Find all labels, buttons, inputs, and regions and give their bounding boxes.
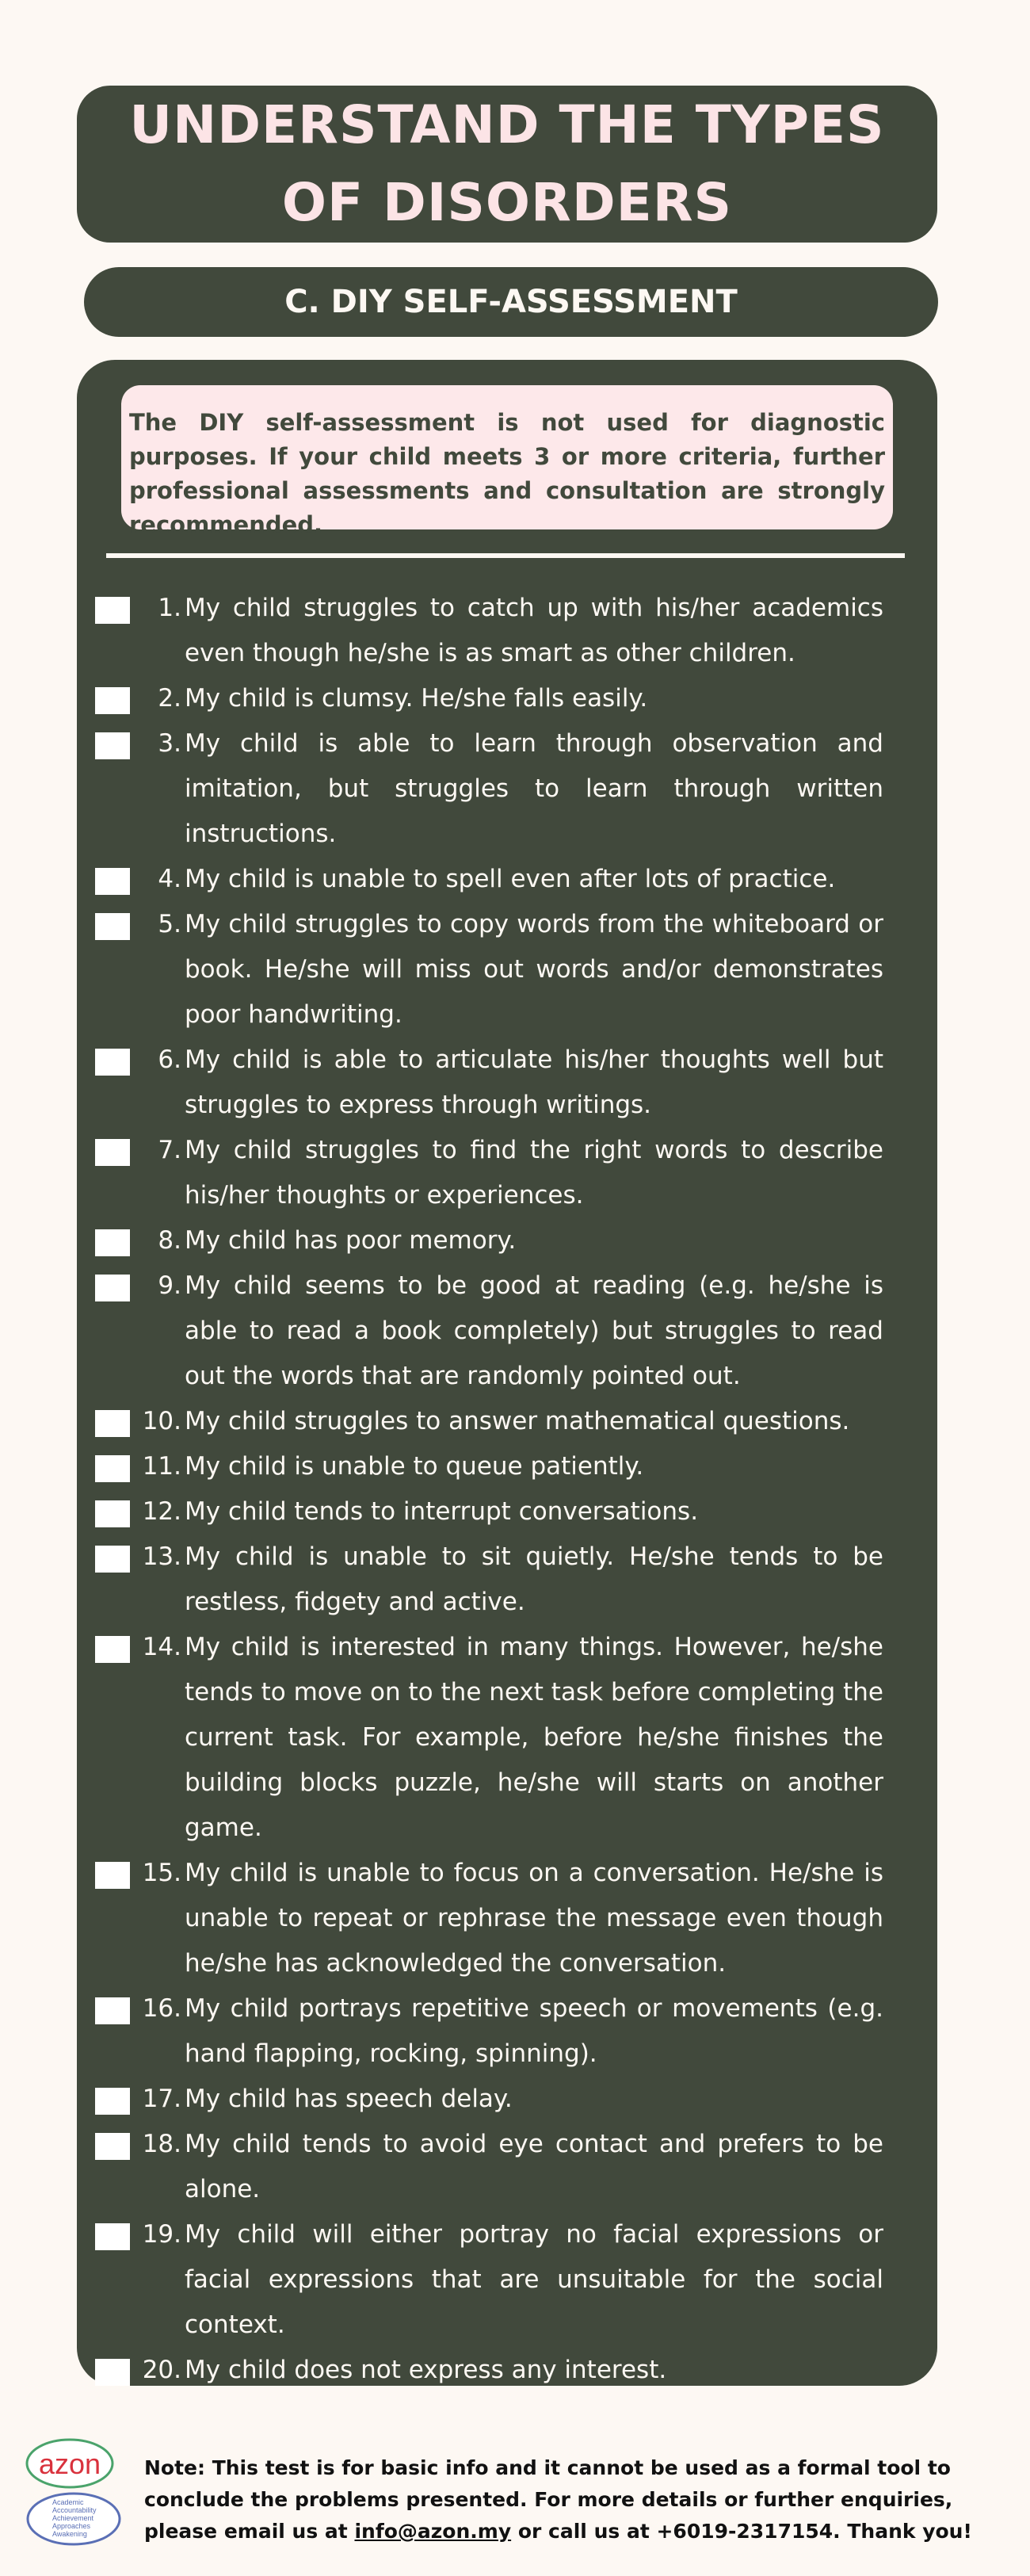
checklist-item (77, 2348, 937, 2393)
logo-tagline-word: Academic (52, 2498, 84, 2506)
checklist-item (77, 1263, 937, 1399)
item-text: My child is unable to queue patiently. (185, 1452, 644, 1481)
item-number: 13. (142, 1542, 181, 1571)
item-text: My child is clumsy. He/she falls easily. (185, 684, 648, 713)
item-text: My child is unable to sit quietly. He/she tends to be restless, fidgety and active. (185, 1542, 883, 1616)
item-number: 15. (142, 1859, 181, 1887)
note-text-1: Note: This test is for basic info and it cannot be used as a formal tool to conclude the problems presented. For more details or further enquiries, please email us at (144, 2456, 953, 2543)
checkbox[interactable] (95, 1455, 130, 1482)
checklist-item (77, 1535, 937, 1625)
checklist-item (77, 1218, 937, 1263)
item-number: 17. (142, 2085, 181, 2113)
checklist-item (77, 2077, 937, 2122)
item-text: My child tends to interrupt conversations. (185, 1497, 699, 1526)
item-number: 14. (142, 1633, 181, 1661)
checkbox[interactable] (95, 913, 130, 940)
checkbox[interactable] (95, 687, 130, 714)
item-number: 3. (158, 729, 181, 758)
item-number: 16. (142, 1994, 181, 2023)
checkbox[interactable] (95, 2088, 130, 2115)
logo-tagline-word: Achievement (52, 2514, 94, 2522)
item-number: 5. (158, 910, 181, 938)
assessment-panel (77, 360, 937, 2386)
item-number: 19. (142, 2220, 181, 2249)
item-text: My child is able to learn through observation and imitation, but struggles to learn through written instructions. (185, 729, 883, 848)
title-line-2: OF DISORDERS (281, 172, 733, 233)
page-title (77, 86, 937, 243)
item-text: My child is unable to spell even after lots of practice. (185, 865, 836, 893)
item-text: My child is able to articulate his/her thoughts well but struggles to express through writings. (185, 1045, 883, 1119)
checklist-item (77, 902, 937, 1038)
section-title: C. DIY SELF-ASSESSMENT (284, 284, 738, 320)
logo-tagline-word: Accountability (52, 2506, 97, 2514)
item-text: My child struggles to catch up with his/her academics even though he/she is as smart as other children. (185, 594, 883, 667)
item-text: My child struggles to find the right words to describe his/her thoughts or experiences. (185, 1136, 883, 1210)
item-number: 7. (158, 1136, 181, 1164)
checklist-item (77, 1489, 937, 1535)
checklist-item (77, 1399, 937, 1444)
item-text: My child tends to avoid eye contact and prefers to be alone. (185, 2130, 883, 2203)
item-text: My child has poor memory. (185, 1226, 517, 1255)
checkbox[interactable] (95, 1139, 130, 1166)
checkbox[interactable] (95, 1636, 130, 1663)
item-number: 6. (158, 1045, 181, 1074)
checklist-item (77, 1038, 937, 1128)
checkbox[interactable] (95, 2359, 130, 2386)
item-number: 9. (158, 1271, 181, 1300)
checklist-item (77, 1625, 937, 1851)
logo-tagline-word: Awakening (52, 2530, 87, 2538)
item-text: My child seems to be good at reading (e.g. he/she is able to read a book completely) but struggles to read out the words that are randomly pointed out. (185, 1271, 883, 1390)
checkbox[interactable] (95, 1862, 130, 1889)
checkbox[interactable] (95, 2223, 130, 2250)
item-number: 18. (142, 2130, 181, 2158)
footer-note (144, 2452, 1016, 2547)
section-header (84, 267, 938, 337)
item-text: My child is interested in many things. However, he/she tends to move on to the next task before completing the current task. For example, before he/she finishes the building blocks puzzle, he/she will starts on another game. (185, 1633, 883, 1842)
checkbox[interactable] (95, 2133, 130, 2160)
checklist (77, 586, 937, 2393)
item-text: My child is unable to focus on a conversation. He/she is unable to repeat or rephrase the message even though he/she has acknowledged the conversation. (185, 1859, 883, 1978)
item-text: My child has speech delay. (185, 2085, 513, 2113)
checkbox[interactable] (95, 1229, 130, 1256)
item-text: My child will either portray no facial expressions or facial expressions that are unsuitable for the social context. (185, 2220, 883, 2339)
item-number: 1. (158, 594, 181, 622)
checklist-item (77, 1444, 937, 1489)
logo-tagline-word: Approaches (52, 2522, 91, 2530)
checkbox[interactable] (95, 1410, 130, 1437)
item-text: My child does not express any interest. (185, 2356, 667, 2384)
checkbox[interactable] (95, 1049, 130, 1076)
checkbox[interactable] (95, 1500, 130, 1527)
item-number: 10. (142, 1407, 181, 1435)
checkbox[interactable] (95, 1997, 130, 2024)
item-number: 20. (142, 2356, 181, 2384)
email-link[interactable]: info@azon.my (354, 2520, 512, 2543)
checklist-item (77, 857, 937, 902)
checkbox[interactable] (95, 1275, 130, 1301)
note-text-2: or call us at +6019-2317154. Thank you! (511, 2520, 972, 2543)
title-line-1: UNDERSTAND THE TYPES (129, 94, 885, 155)
item-number: 8. (158, 1226, 181, 1255)
checklist-item (77, 1851, 937, 1986)
checkbox[interactable] (95, 868, 130, 895)
checkbox[interactable] (95, 597, 130, 624)
checklist-item (77, 586, 937, 676)
checklist-item (77, 2122, 937, 2212)
item-number: 4. (158, 865, 181, 893)
item-text: My child struggles to answer mathematical questions. (185, 1407, 850, 1435)
checklist-item (77, 676, 937, 721)
item-number: 12. (142, 1497, 181, 1526)
checklist-item (77, 1986, 937, 2077)
azon-logo (22, 2432, 125, 2551)
divider (106, 553, 905, 558)
item-number: 2. (158, 684, 181, 713)
item-number: 11. (142, 1452, 181, 1481)
checklist-item (77, 721, 937, 857)
checkbox[interactable] (95, 1546, 130, 1573)
item-text: My child portrays repetitive speech or movements (e.g. hand flapping, rocking, spinning). (185, 1994, 883, 2068)
logo-wordmark: azon (38, 2448, 101, 2480)
item-text: My child struggles to copy words from the whiteboard or book. He/she will miss out words and/or demonstrates poor handwriting. (185, 910, 883, 1029)
checkbox[interactable] (95, 732, 130, 759)
disclaimer-box: The DIY self-assessment is not used for diagnostic purposes. If your child meets 3 or more criteria, further professional assessments and consultation are strongly recommended. (121, 385, 893, 529)
checklist-item (77, 2212, 937, 2348)
checklist-item (77, 1128, 937, 1218)
